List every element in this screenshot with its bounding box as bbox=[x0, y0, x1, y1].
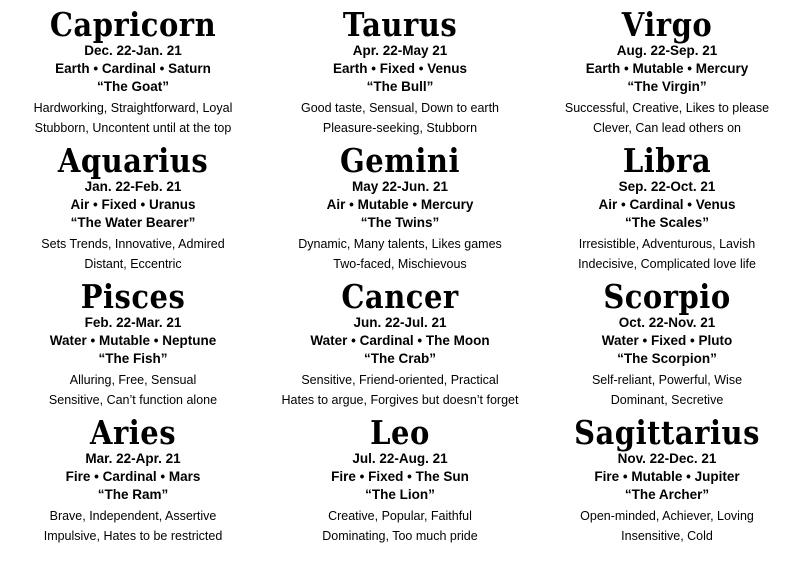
zodiac-sign-card bbox=[0, 5, 266, 144]
sign-nickname: “The Lion” bbox=[365, 487, 435, 502]
sign-attributes: Fire • Fixed • The Sun bbox=[331, 469, 469, 484]
zodiac-sign-card bbox=[534, 277, 800, 416]
zodiac-column bbox=[267, 5, 533, 552]
sign-nickname: “The Ram” bbox=[97, 487, 169, 502]
sign-nickname: “The Goat” bbox=[96, 79, 169, 94]
sign-dates: Nov. 22-Dec. 21 bbox=[617, 451, 717, 466]
sign-attributes: Fire • Cardinal • Mars bbox=[65, 469, 201, 484]
sign-traits-positive: Successful, Creative, Likes to please bbox=[564, 101, 770, 115]
zodiac-sign-card bbox=[534, 5, 800, 144]
sign-name: Taurus bbox=[342, 5, 458, 45]
sign-dates: Oct. 22-Nov. 21 bbox=[618, 315, 716, 330]
sign-name: Aries bbox=[89, 413, 177, 453]
zodiac-sign-card bbox=[534, 141, 800, 280]
sign-name: Capricorn bbox=[49, 5, 217, 45]
sign-traits-negative: Clever, Can lead others on bbox=[592, 121, 741, 135]
sign-attributes: Air • Mutable • Mercury bbox=[326, 197, 474, 212]
zodiac-sign-card bbox=[0, 277, 266, 416]
sign-traits-negative: Impulsive, Hates to be restricted bbox=[43, 529, 223, 543]
sign-name: Scorpio bbox=[603, 277, 731, 317]
sign-dates: Mar. 22-Apr. 21 bbox=[85, 451, 181, 466]
sign-traits-positive: Open-minded, Achiever, Loving bbox=[580, 509, 754, 523]
sign-traits-positive: Irresistible, Adventurous, Lavish bbox=[578, 237, 756, 251]
sign-traits-negative: Stubborn, Uncontent until at the top bbox=[34, 121, 232, 135]
sign-traits-positive: Sets Trends, Innovative, Admired bbox=[41, 237, 225, 251]
sign-dates: Feb. 22-Mar. 21 bbox=[84, 315, 182, 330]
sign-name: Pisces bbox=[80, 277, 186, 317]
sign-attributes: Earth • Mutable • Mercury bbox=[585, 61, 749, 76]
sign-traits-positive: Self-reliant, Powerful, Wise bbox=[591, 373, 743, 387]
sign-name: Cancer bbox=[341, 277, 459, 317]
zodiac-sign-card bbox=[267, 277, 533, 416]
zodiac-sign-card bbox=[267, 413, 533, 552]
sign-nickname: “The Scales” bbox=[624, 215, 710, 230]
sign-traits-negative: Distant, Eccentric bbox=[84, 257, 182, 271]
sign-attributes: Water • Fixed • Pluto bbox=[601, 333, 733, 348]
sign-attributes: Air • Fixed • Uranus bbox=[70, 197, 196, 212]
sign-attributes: Water • Cardinal • The Moon bbox=[310, 333, 490, 348]
sign-traits-positive: Hardworking, Straightforward, Loyal bbox=[33, 101, 233, 115]
sign-attributes: Earth • Fixed • Venus bbox=[333, 61, 467, 76]
zodiac-column bbox=[0, 5, 266, 552]
sign-traits-negative: Insensitive, Cold bbox=[621, 529, 713, 543]
sign-name: Sagittarius bbox=[574, 413, 760, 453]
sign-name: Virgo bbox=[621, 5, 713, 45]
sign-attributes: Water • Mutable • Neptune bbox=[49, 333, 217, 348]
sign-traits-negative: Dominant, Secretive bbox=[610, 393, 724, 407]
sign-nickname: “The Scorpion” bbox=[617, 351, 717, 366]
sign-nickname: “The Water Bearer” bbox=[70, 215, 196, 230]
sign-name: Libra bbox=[622, 141, 712, 181]
sign-attributes: Air • Cardinal • Venus bbox=[598, 197, 736, 212]
sign-traits-positive: Brave, Independent, Assertive bbox=[49, 509, 217, 523]
zodiac-sign-card bbox=[267, 141, 533, 280]
sign-name: Gemini bbox=[339, 141, 461, 181]
sign-nickname: “The Archer” bbox=[624, 487, 710, 502]
sign-attributes: Fire • Mutable • Jupiter bbox=[594, 469, 740, 484]
sign-traits-positive: Sensitive, Friend-oriented, Practical bbox=[301, 373, 499, 387]
zodiac-sign-card bbox=[267, 5, 533, 144]
zodiac-sign-card bbox=[534, 413, 800, 552]
sign-dates: Jan. 22-Feb. 21 bbox=[84, 179, 182, 194]
sign-dates: Jul. 22-Aug. 21 bbox=[352, 451, 448, 466]
zodiac-sign-card bbox=[0, 413, 266, 552]
sign-traits-negative: Sensitive, Can’t function alone bbox=[48, 393, 218, 407]
sign-dates: Jun. 22-Jul. 21 bbox=[353, 315, 447, 330]
sign-traits-negative: Two-faced, Mischievous bbox=[333, 257, 467, 271]
sign-traits-negative: Indecisive, Complicated love life bbox=[578, 257, 756, 271]
sign-dates: Dec. 22-Jan. 21 bbox=[84, 43, 182, 58]
sign-name: Leo bbox=[370, 413, 430, 453]
sign-name: Aquarius bbox=[57, 141, 209, 181]
sign-traits-positive: Dynamic, Many talents, Likes games bbox=[298, 237, 502, 251]
sign-attributes: Earth • Cardinal • Saturn bbox=[55, 61, 211, 76]
sign-nickname: “The Fish” bbox=[98, 351, 168, 366]
sign-nickname: “The Virgin” bbox=[627, 79, 707, 94]
sign-nickname: “The Twins” bbox=[360, 215, 440, 230]
sign-traits-positive: Good taste, Sensual, Down to earth bbox=[300, 101, 500, 115]
sign-dates: May 22-Jun. 21 bbox=[351, 179, 449, 194]
sign-dates: Apr. 22-May 21 bbox=[352, 43, 448, 58]
sign-traits-negative: Hates to argue, Forgives but doesn’t forget bbox=[281, 393, 519, 407]
sign-nickname: “The Crab” bbox=[363, 351, 436, 366]
sign-dates: Aug. 22-Sep. 21 bbox=[616, 43, 718, 58]
zodiac-sign-card bbox=[0, 141, 266, 280]
sign-traits-positive: Creative, Popular, Faithful bbox=[328, 509, 472, 523]
sign-traits-positive: Alluring, Free, Sensual bbox=[69, 373, 197, 387]
sign-traits-negative: Dominating, Too much pride bbox=[322, 529, 478, 543]
sign-nickname: “The Bull” bbox=[366, 79, 434, 94]
sign-dates: Sep. 22-Oct. 21 bbox=[618, 179, 716, 194]
sign-traits-negative: Pleasure-seeking, Stubborn bbox=[322, 121, 478, 135]
zodiac-column bbox=[534, 5, 800, 552]
